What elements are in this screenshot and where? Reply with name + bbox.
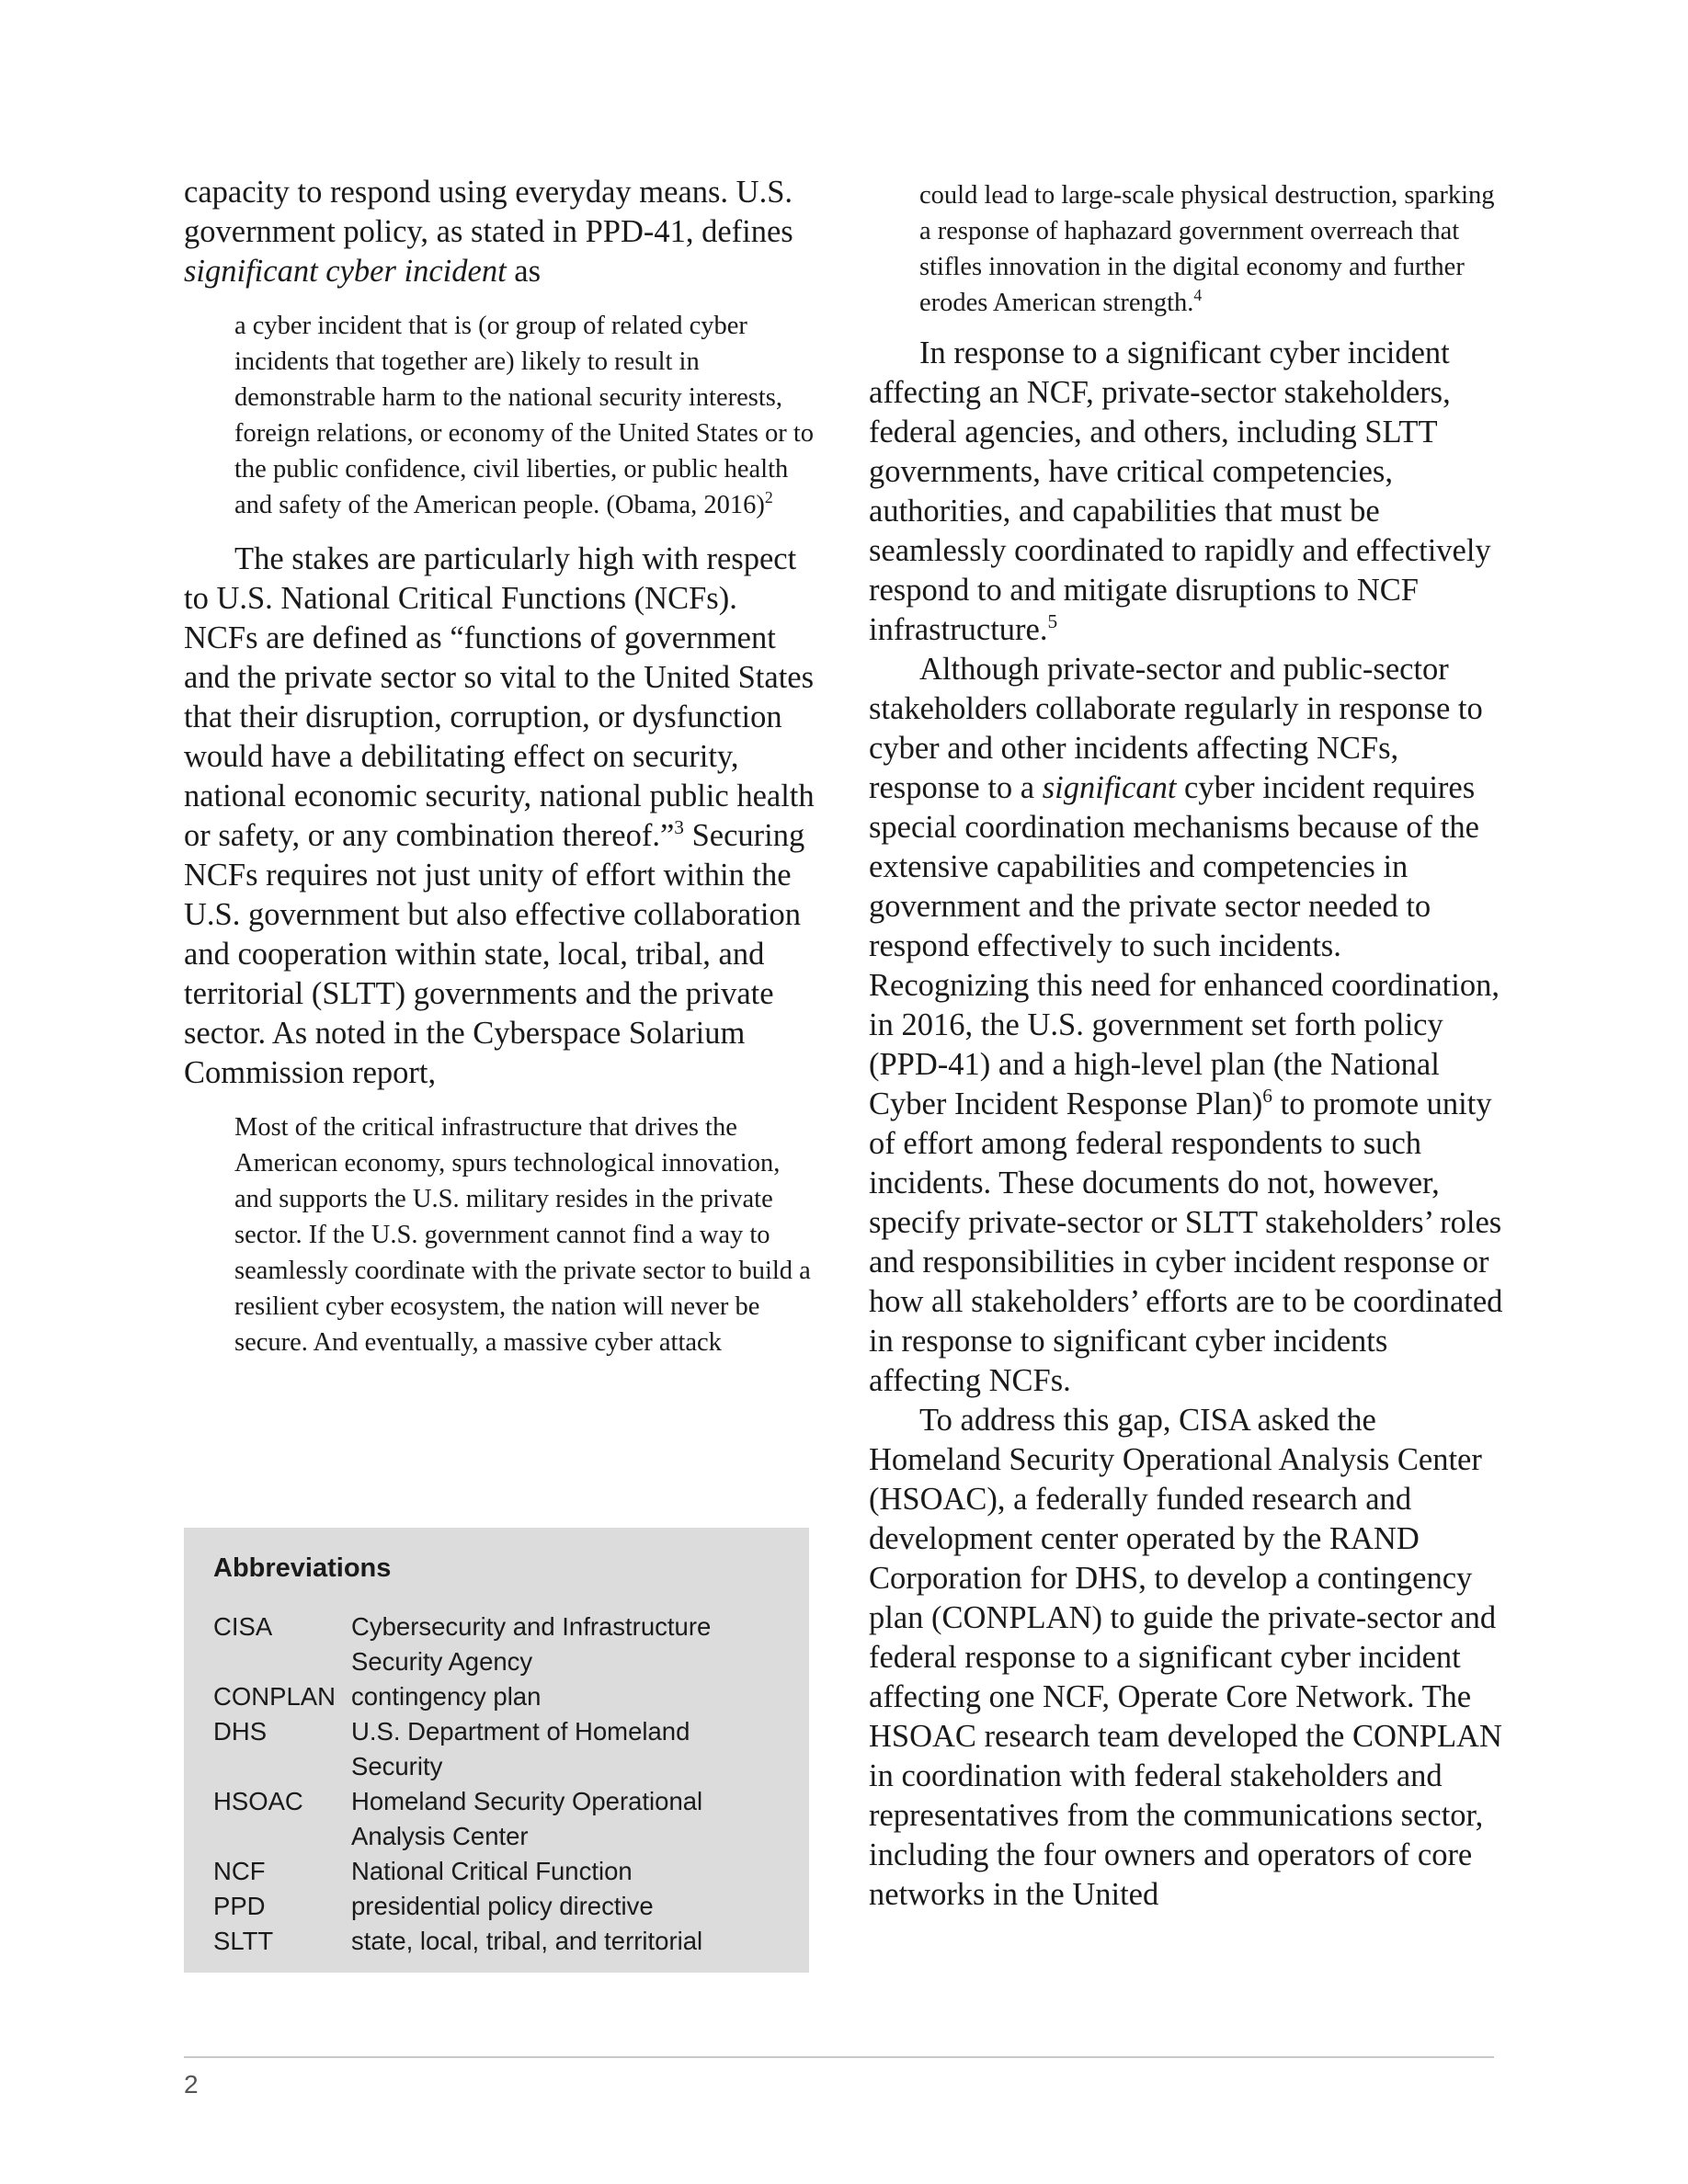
paragraph-2-text-a: The stakes are particularly high with respect to U.S. National Critical Functions (NCFs). NCFs are defined as “functions of government and the private sector so vital to the United States that their disruption, corruption, or dysfunction would have a debilitating effect on security, national economic security, national public health or safety, or any combination thereof.”	[184, 541, 815, 853]
footnote-ref-2: 2	[764, 488, 773, 507]
block-quote-1	[184, 308, 818, 523]
abbreviation-row	[213, 1924, 728, 1959]
abbreviation-definition: Cybersecurity and Infrastructure Security Agency	[351, 1612, 712, 1676]
abbreviation-definition: National Critical Function	[351, 1857, 633, 1885]
block-quote-2-continued-text: could lead to large-scale physical destruction, sparking a response of haphazard government overreach that stifles innovation in the digital economy and further erodes American strength.	[919, 181, 1495, 317]
paragraph-1-tail: as	[506, 254, 542, 289]
abbreviation-definition: presidential policy directive	[351, 1892, 654, 1920]
abbreviation-term: PPD	[213, 1892, 266, 1920]
block-quote-2: Most of the critical infrastructure that drives the American economy, spurs technological innovation, and supports the U.S. military resides in the private sector. If the U.S. government cannot find a way to seamlessly coordinate with the private sector to build a resilient cyber ecosystem, the nation will never be secure. And eventually, a massive cyber attack	[234, 1113, 811, 1357]
footnote-ref-5: 5	[1047, 609, 1058, 632]
block-quote-1-text: a cyber incident that is (or group of related cyber incidents that together are) likely to result in demonstrable harm to the national security interests, foreign relations, or economy of the United States or to the public confidence, civil liberties, or public health and safety of the American people. (Obama, 2016)	[234, 312, 815, 519]
page-number: 2	[184, 2070, 199, 2099]
paragraph-1-emphasis: significant cyber incident	[184, 254, 507, 289]
paragraph-1-text: capacity to respond using everyday means. U.S. government policy, as stated in PPD-41, defines	[184, 175, 793, 249]
abbreviation-row	[213, 1610, 728, 1679]
block-quote-2-continued	[869, 177, 1503, 321]
abbreviation-row	[213, 1784, 728, 1854]
footnote-ref-4: 4	[1193, 286, 1203, 305]
paragraph-4-text-b: cyber incident requires special coordination mechanisms because of the extensive capabilities and competencies in government and the private sector needed to respond effectively to such incidents. Recognizing this need for enhanced coordination, in 2016, the U.S. government set forth policy (PPD-41) and a high-level plan (the National Cyber Incident Response Plan)	[869, 770, 1500, 1121]
left-column	[184, 173, 818, 1377]
abbreviation-definition: Homeland Security Operational Analysis Center	[351, 1787, 703, 1850]
paragraph-4-text-a: Although private-sector and public-sector stakeholders collaborate regularly in response to cyber and other incidents affecting NCFs, response to a	[869, 652, 1483, 805]
abbreviation-term: SLTT	[213, 1927, 274, 1955]
abbreviation-term: CONPLAN	[213, 1682, 336, 1711]
abbreviation-row	[213, 1679, 728, 1714]
abbreviations-table	[213, 1610, 728, 1959]
abbreviation-term: NCF	[213, 1857, 266, 1885]
paragraph-1	[184, 173, 818, 291]
paragraph-4-emphasis: significant	[1042, 770, 1177, 805]
abbreviation-term: HSOAC	[213, 1787, 303, 1815]
paragraph-2-text-b: Securing NCFs requires not just unity of effort within the U.S. government but also effective collaboration and cooperation within state, local, tribal, and territorial (SLTT) governments and the private sector. As noted in the Cyberspace Solarium Commission report,	[184, 818, 805, 1090]
abbreviation-row	[213, 1889, 728, 1924]
paragraph-2	[184, 540, 818, 1093]
paragraph-3-text: In response to a significant cyber incident affecting an NCF, private-sector stakeholders, federal agencies, and others, including SLTT governments, have critical competencies, authorities, and capabilities that must be seamlessly coordinated to rapidly and effectively respond to and mitigate disruptions to NCF infrastructure.	[869, 336, 1491, 647]
abbreviations-box	[184, 1528, 809, 1973]
paragraph-5: To address this gap, CISA asked the Homeland Security Operational Analysis Center (HSOAC), a federally funded research and development center operated by the RAND Corporation for DHS, to develop a contingency plan (CONPLAN) to guide the private-sector and federal response to a significant cyber incident affecting one NCF, Operate Core Network. The HSOAC research team developed the CONPLAN in coordination with federal stakeholders and representatives from the communications sector, including the four owners and operators of core networks in the United	[869, 1403, 1502, 1912]
abbreviation-row	[213, 1854, 728, 1889]
footnote-ref-6: 6	[1262, 1084, 1272, 1107]
paragraph-3	[869, 334, 1503, 650]
abbreviation-row	[213, 1714, 728, 1784]
paragraph-4-text-c: to promote unity of effort among federal respondents to such incidents. These documents do not, however, specify private-sector or SLTT stakeholders’ roles and responsibilities in cyber incident response or how all stakeholders’ efforts are to be coordinated in response to significant cyber incidents affecting NCFs.	[869, 1086, 1503, 1398]
abbreviations-title: Abbreviations	[213, 1553, 392, 1583]
abbreviation-definition: U.S. Department of Homeland Security	[351, 1717, 690, 1780]
footer-divider	[184, 2056, 1494, 2058]
abbreviation-term: CISA	[213, 1612, 273, 1641]
abbreviation-definition: state, local, tribal, and territorial	[351, 1927, 703, 1955]
footnote-ref-3: 3	[674, 815, 684, 838]
abbreviation-term: DHS	[213, 1717, 268, 1746]
right-column	[869, 177, 1503, 1915]
abbreviation-definition: contingency plan	[351, 1682, 542, 1711]
paragraph-4	[869, 650, 1503, 1401]
